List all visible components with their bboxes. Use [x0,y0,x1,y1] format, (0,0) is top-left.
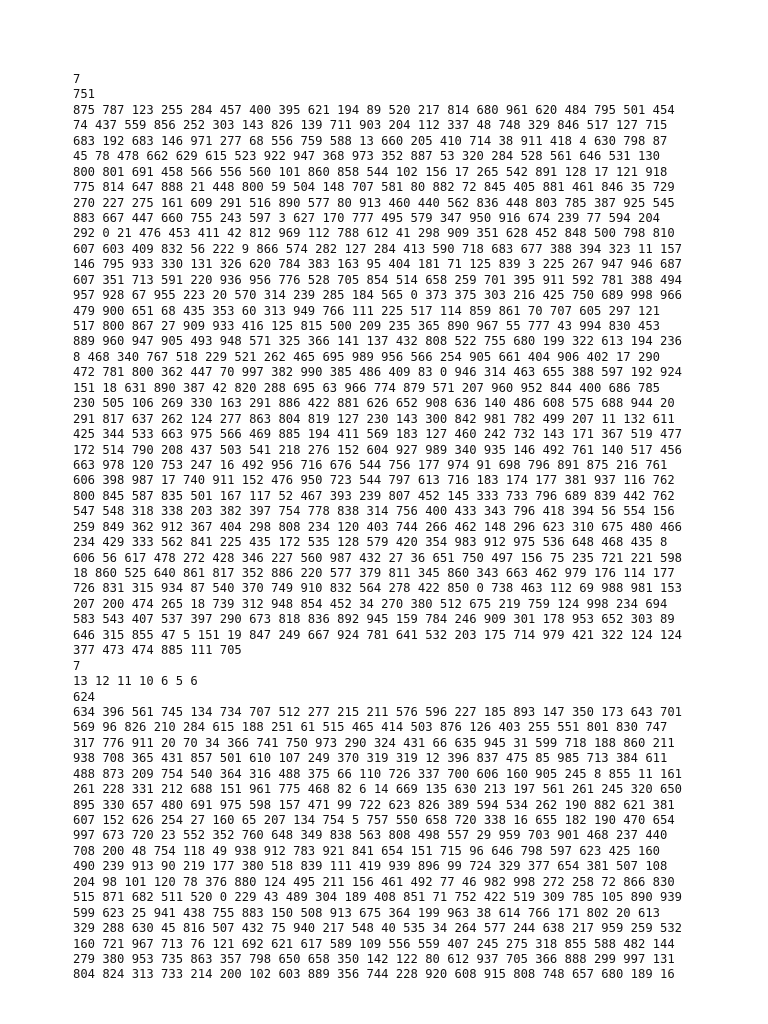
text-line: 957 928 67 955 223 20 570 314 239 285 184 565 0 373 375 303 216 425 750 689 998 966 [73,288,683,303]
text-line: 800 801 691 458 566 556 560 101 860 858 544 102 156 17 265 542 891 128 17 121 918 [73,164,668,179]
text-line: 607 152 626 254 27 160 65 207 134 754 5 757 550 658 720 338 16 655 182 190 470 654 [73,813,675,827]
text-line: 7 [73,658,81,673]
text-line: 317 776 911 20 70 34 366 741 750 973 290 324 431 66 635 945 31 599 718 188 860 211 [73,735,675,750]
text-line: 172 514 790 208 437 503 541 218 276 152 604 927 989 340 935 146 492 761 140 517 456 [73,442,683,457]
text-line: 425 344 533 663 975 566 469 885 194 411 569 183 127 460 242 732 143 171 367 519 477 [73,427,683,442]
text-line: 7 [73,72,81,86]
text-line: 270 227 275 161 609 291 516 890 577 80 913 460 440 562 836 448 803 785 387 925 545 [73,195,675,210]
text-line: 624 [73,689,96,704]
text-line: 18 860 525 640 861 817 352 886 220 577 379 811 345 860 343 663 462 979 176 114 177 [73,566,675,580]
text-line: 751 [73,87,96,102]
text-line: 261 228 331 212 688 151 961 775 468 82 6 14 669 135 630 213 197 561 261 245 320 650 [73,782,683,797]
text-line: 151 18 631 890 387 42 820 288 695 63 966 774 879 571 207 960 952 844 400 686 785 [73,380,660,395]
text-line: 895 330 657 480 691 975 598 157 471 99 722 623 826 389 594 534 262 190 882 621 381 [73,797,675,812]
text-line: 488 873 209 754 540 364 316 488 375 66 110 726 337 700 606 160 905 245 8 855 11 161 [73,766,683,781]
text-line: 775 814 647 888 21 448 800 59 504 148 707 581 80 882 72 845 405 881 461 846 35 729 [73,180,675,195]
text-line: 160 721 967 713 76 121 692 621 617 589 109 556 559 407 245 275 318 855 588 482 144 [73,936,675,951]
text-line: 569 96 826 210 284 615 188 251 61 515 465 414 503 876 126 403 255 551 801 830 747 [73,720,668,735]
text-line: 329 288 630 45 816 507 432 75 940 217 548 40 535 34 264 577 244 638 217 959 259 532 [73,921,683,936]
text-line: 146 795 933 330 131 326 620 784 383 163 95 404 181 71 125 839 3 225 267 947 946 687 [73,257,683,272]
text-line: 606 398 987 17 740 911 152 476 950 723 544 797 613 716 183 174 177 381 937 116 762 [73,473,675,488]
text-line: 997 673 720 23 552 352 760 648 349 838 563 808 498 557 29 959 703 901 468 237 440 [73,828,668,843]
text-line: 515 871 682 511 520 0 229 43 489 304 189 408 851 71 752 422 519 309 785 105 890 939 [73,890,683,905]
text-line: 230 505 106 269 330 163 291 886 422 881 626 652 908 636 140 486 608 575 688 944 20 [73,396,675,411]
text-line: 74 437 559 856 252 303 143 826 139 711 903 204 112 337 48 748 329 846 517 127 715 [73,118,668,133]
text-line: 875 787 123 255 284 457 400 395 621 194 89 520 217 814 680 961 620 484 795 501 454 [73,102,675,117]
text-line: 599 623 25 941 438 755 883 150 508 913 675 364 199 963 38 614 766 171 802 20 613 [73,905,660,920]
text-line: 259 849 362 912 367 404 298 808 234 120 403 744 266 462 148 296 623 310 675 480 466 [73,519,683,534]
text-line: 234 429 333 562 841 225 435 172 535 128 579 420 354 983 912 975 536 648 468 435 8 [73,535,668,550]
text-line: 883 667 447 660 755 243 597 3 627 170 777 495 579 347 950 916 674 239 77 594 204 [73,210,660,225]
text-line: 45 78 478 662 629 615 523 922 947 368 973 352 887 53 320 284 528 561 646 531 130 [73,149,660,164]
document-page [73,72,753,983]
text-line: 708 200 48 754 118 49 938 912 783 921 841 654 151 715 96 646 798 597 623 425 160 [73,843,660,858]
text-line: 472 781 800 362 447 70 997 382 990 385 486 409 83 0 946 314 463 655 388 597 192 924 [73,365,683,380]
text-line: 726 831 315 934 87 540 370 749 910 832 564 278 422 850 0 738 463 112 69 988 981 153 [73,581,683,596]
text-line: 204 98 101 120 78 376 880 124 495 211 156 461 492 77 46 982 998 272 258 72 866 830 [73,874,675,889]
text-line: 479 900 651 68 435 353 60 313 949 766 111 225 517 114 859 861 70 707 605 297 121 [73,303,660,318]
text-line: 490 239 913 90 219 177 380 518 839 111 419 939 896 99 724 329 377 654 381 507 108 [73,859,668,874]
text-line: 889 960 947 905 493 948 571 325 366 141 137 432 808 522 755 680 199 322 613 194 236 [73,334,683,349]
text-line: 583 543 407 537 397 290 673 818 836 892 945 159 784 246 909 301 178 953 652 303 89 [73,612,675,627]
text-line: 804 824 313 733 214 200 102 603 889 356 744 228 920 608 915 808 748 657 680 189 16 [73,967,675,982]
text-line: 279 380 953 735 863 357 798 650 658 350 142 122 80 612 937 705 366 888 299 997 131 [73,951,675,966]
text-line: 8 468 340 767 518 229 521 262 465 695 989 956 566 254 905 661 404 906 402 17 290 [73,349,660,364]
text-line: 377 473 474 885 111 705 [73,643,242,658]
text-line: 547 548 318 338 203 382 397 754 778 838 314 756 400 433 343 796 418 394 56 554 156 [73,504,675,519]
text-line: 938 708 365 431 857 501 610 107 249 370 319 319 12 396 837 475 85 985 713 384 611 [73,751,668,766]
text-line: 13 12 11 10 6 5 6 [73,674,198,689]
text-line: 207 200 474 265 18 739 312 948 854 452 34 270 380 512 675 219 759 124 998 234 694 [73,596,668,611]
text-line: 663 978 120 753 247 16 492 956 716 676 544 756 177 974 91 698 796 891 875 216 761 [73,457,668,472]
text-line: 634 396 561 745 134 734 707 512 277 215 211 576 596 227 185 893 147 350 173 643 701 [73,704,683,719]
text-line: 292 0 21 476 453 411 42 812 969 112 788 612 41 298 909 351 628 452 848 500 798 810 [73,226,675,241]
text-line: 800 845 587 835 501 167 117 52 467 393 239 807 452 145 333 733 796 689 839 442 762 [73,488,675,503]
text-line: 606 56 617 478 272 428 346 227 560 987 432 27 36 651 750 497 156 75 235 721 221 598 [73,550,683,565]
text-line: 683 192 683 146 971 277 68 556 759 588 13 660 205 410 714 38 911 418 4 630 798 87 [73,133,668,148]
text-line: 291 817 637 262 124 277 863 804 819 127 230 143 300 842 981 782 499 207 11 132 611 [73,411,675,426]
text-line: 646 315 855 47 5 151 19 847 249 667 924 781 641 532 203 175 714 979 421 322 124 124 [73,627,683,642]
text-line: 517 800 867 27 909 933 416 125 815 500 209 235 365 890 967 55 777 43 994 830 453 [73,319,660,333]
text-line: 607 603 409 832 56 222 9 866 574 282 127 284 413 590 718 683 677 388 394 323 11 157 [73,241,683,256]
text-line: 607 351 713 591 220 936 956 776 528 705 854 514 658 259 701 395 911 592 781 388 494 [73,272,683,287]
